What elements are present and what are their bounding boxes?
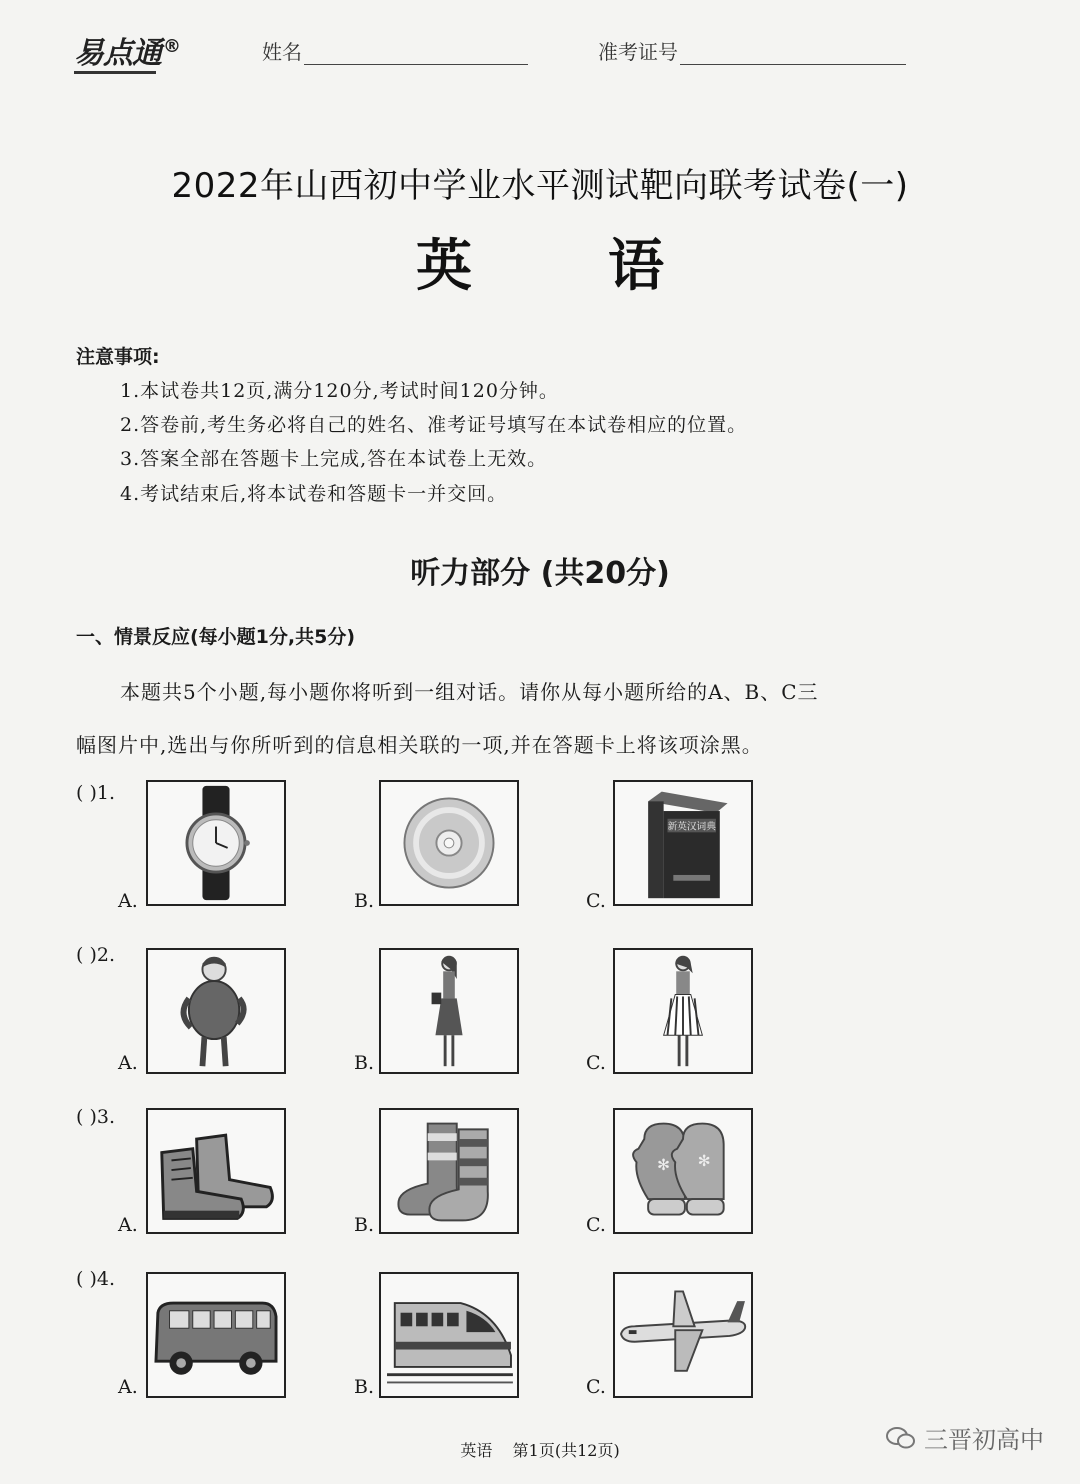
option-label-1b: B. — [354, 890, 375, 912]
option-label-1c: C. — [586, 890, 606, 912]
heavy-woman-icon — [148, 950, 284, 1072]
picture-3b-striped-socks[interactable] — [379, 1108, 519, 1234]
picture-3c-mittens[interactable] — [613, 1108, 753, 1234]
picture-3a-boots[interactable] — [146, 1108, 286, 1234]
airplane-icon — [615, 1274, 751, 1396]
subject-char-2: 语 — [608, 234, 664, 299]
option-label-3b: B. — [354, 1214, 375, 1236]
publisher-logo — [74, 28, 180, 72]
option-label-2c: C. — [586, 1052, 606, 1074]
option-label-2b: B. — [354, 1052, 375, 1074]
picture-2b-slim-woman-skirt[interactable] — [379, 948, 519, 1074]
option-label-4b: B. — [354, 1376, 375, 1398]
compact-disc-icon — [381, 782, 517, 904]
boots-icon — [148, 1110, 284, 1232]
picture-1b-compact-disc[interactable] — [379, 780, 519, 906]
subject-title — [0, 222, 1080, 302]
note-item-2: 2.答卷前,考生务必将自己的姓名、准考证号填写在本试卷相应的位置。 — [120, 414, 748, 436]
option-label-2a: A. — [118, 1052, 138, 1074]
notes-heading: 注意事项: — [76, 346, 160, 368]
woman-striped-dress-icon — [615, 950, 751, 1072]
picture-4a-van[interactable] — [146, 1272, 286, 1398]
question-number-1[interactable]: ( )1. — [76, 782, 115, 804]
slim-woman-icon — [381, 950, 517, 1072]
watermark — [886, 1420, 1044, 1455]
name-label: 姓名 — [262, 40, 302, 64]
exam-id-field[interactable] — [598, 36, 906, 65]
note-item-3: 3.答案全部在答题卡上完成,答在本试卷上无效。 — [120, 448, 548, 470]
option-label-4c: C. — [586, 1376, 606, 1398]
option-label-3a: A. — [118, 1214, 138, 1236]
high-speed-train-icon — [381, 1274, 517, 1396]
page-footer: 英语 第1页(共12页) — [460, 1441, 620, 1460]
option-label-3c: C. — [586, 1214, 606, 1236]
option-label-1a: A. — [118, 890, 138, 912]
instruction-line-1: 本题共5个小题,每小题你将听到一组对话。请你从每小题所给的A、B、C三 — [120, 680, 819, 704]
mittens-icon — [615, 1110, 751, 1232]
picture-1a-wristwatch[interactable] — [146, 780, 286, 906]
picture-4c-airplane[interactable] — [613, 1272, 753, 1398]
instruction-line-2: 幅图片中,选出与你所听到的信息相关联的一项,并在答题卡上将该项涂黑。 — [76, 733, 763, 757]
picture-2c-woman-striped-dress[interactable] — [613, 948, 753, 1074]
van-icon — [148, 1274, 284, 1396]
logo-text: 易点通 — [74, 36, 161, 71]
picture-4b-high-speed-train[interactable] — [379, 1272, 519, 1398]
watermark-text: 三晋初高中 — [924, 1426, 1044, 1454]
picture-2a-heavy-woman[interactable] — [146, 948, 286, 1074]
note-item-4: 4.考试结束后,将本试卷和答题卡一并交回。 — [120, 483, 508, 505]
dictionary-icon — [615, 782, 751, 904]
option-label-4a: A. — [118, 1376, 138, 1398]
section-title: 听力部分 (共20分) — [410, 556, 670, 591]
note-item-1: 1.本试卷共12页,满分120分,考试时间120分钟。 — [120, 380, 559, 402]
exam-id-label: 准考证号 — [598, 40, 678, 64]
wristwatch-icon — [148, 782, 284, 904]
name-field[interactable] — [262, 36, 528, 65]
picture-1c-dictionary[interactable] — [613, 780, 753, 906]
dictionary-cover-text: 新英汉词典 — [667, 821, 716, 833]
svg-text:✻: ✻ — [697, 1152, 711, 1171]
wechat-icon — [886, 1426, 916, 1450]
striped-socks-icon — [381, 1110, 517, 1232]
svg-text:✻: ✻ — [657, 1156, 671, 1175]
question-number-3[interactable]: ( )3. — [76, 1106, 115, 1128]
question-number-4[interactable]: ( )4. — [76, 1268, 115, 1290]
exam-title: 2022年山西初中学业水平测试靶向联考试卷(一) — [171, 166, 909, 206]
question-number-2[interactable]: ( )2. — [76, 944, 115, 966]
subject-char-1: 英 — [416, 234, 472, 299]
part-title: 一、情景反应(每小题1分,共5分) — [76, 626, 356, 648]
registered-mark: ® — [163, 36, 180, 57]
